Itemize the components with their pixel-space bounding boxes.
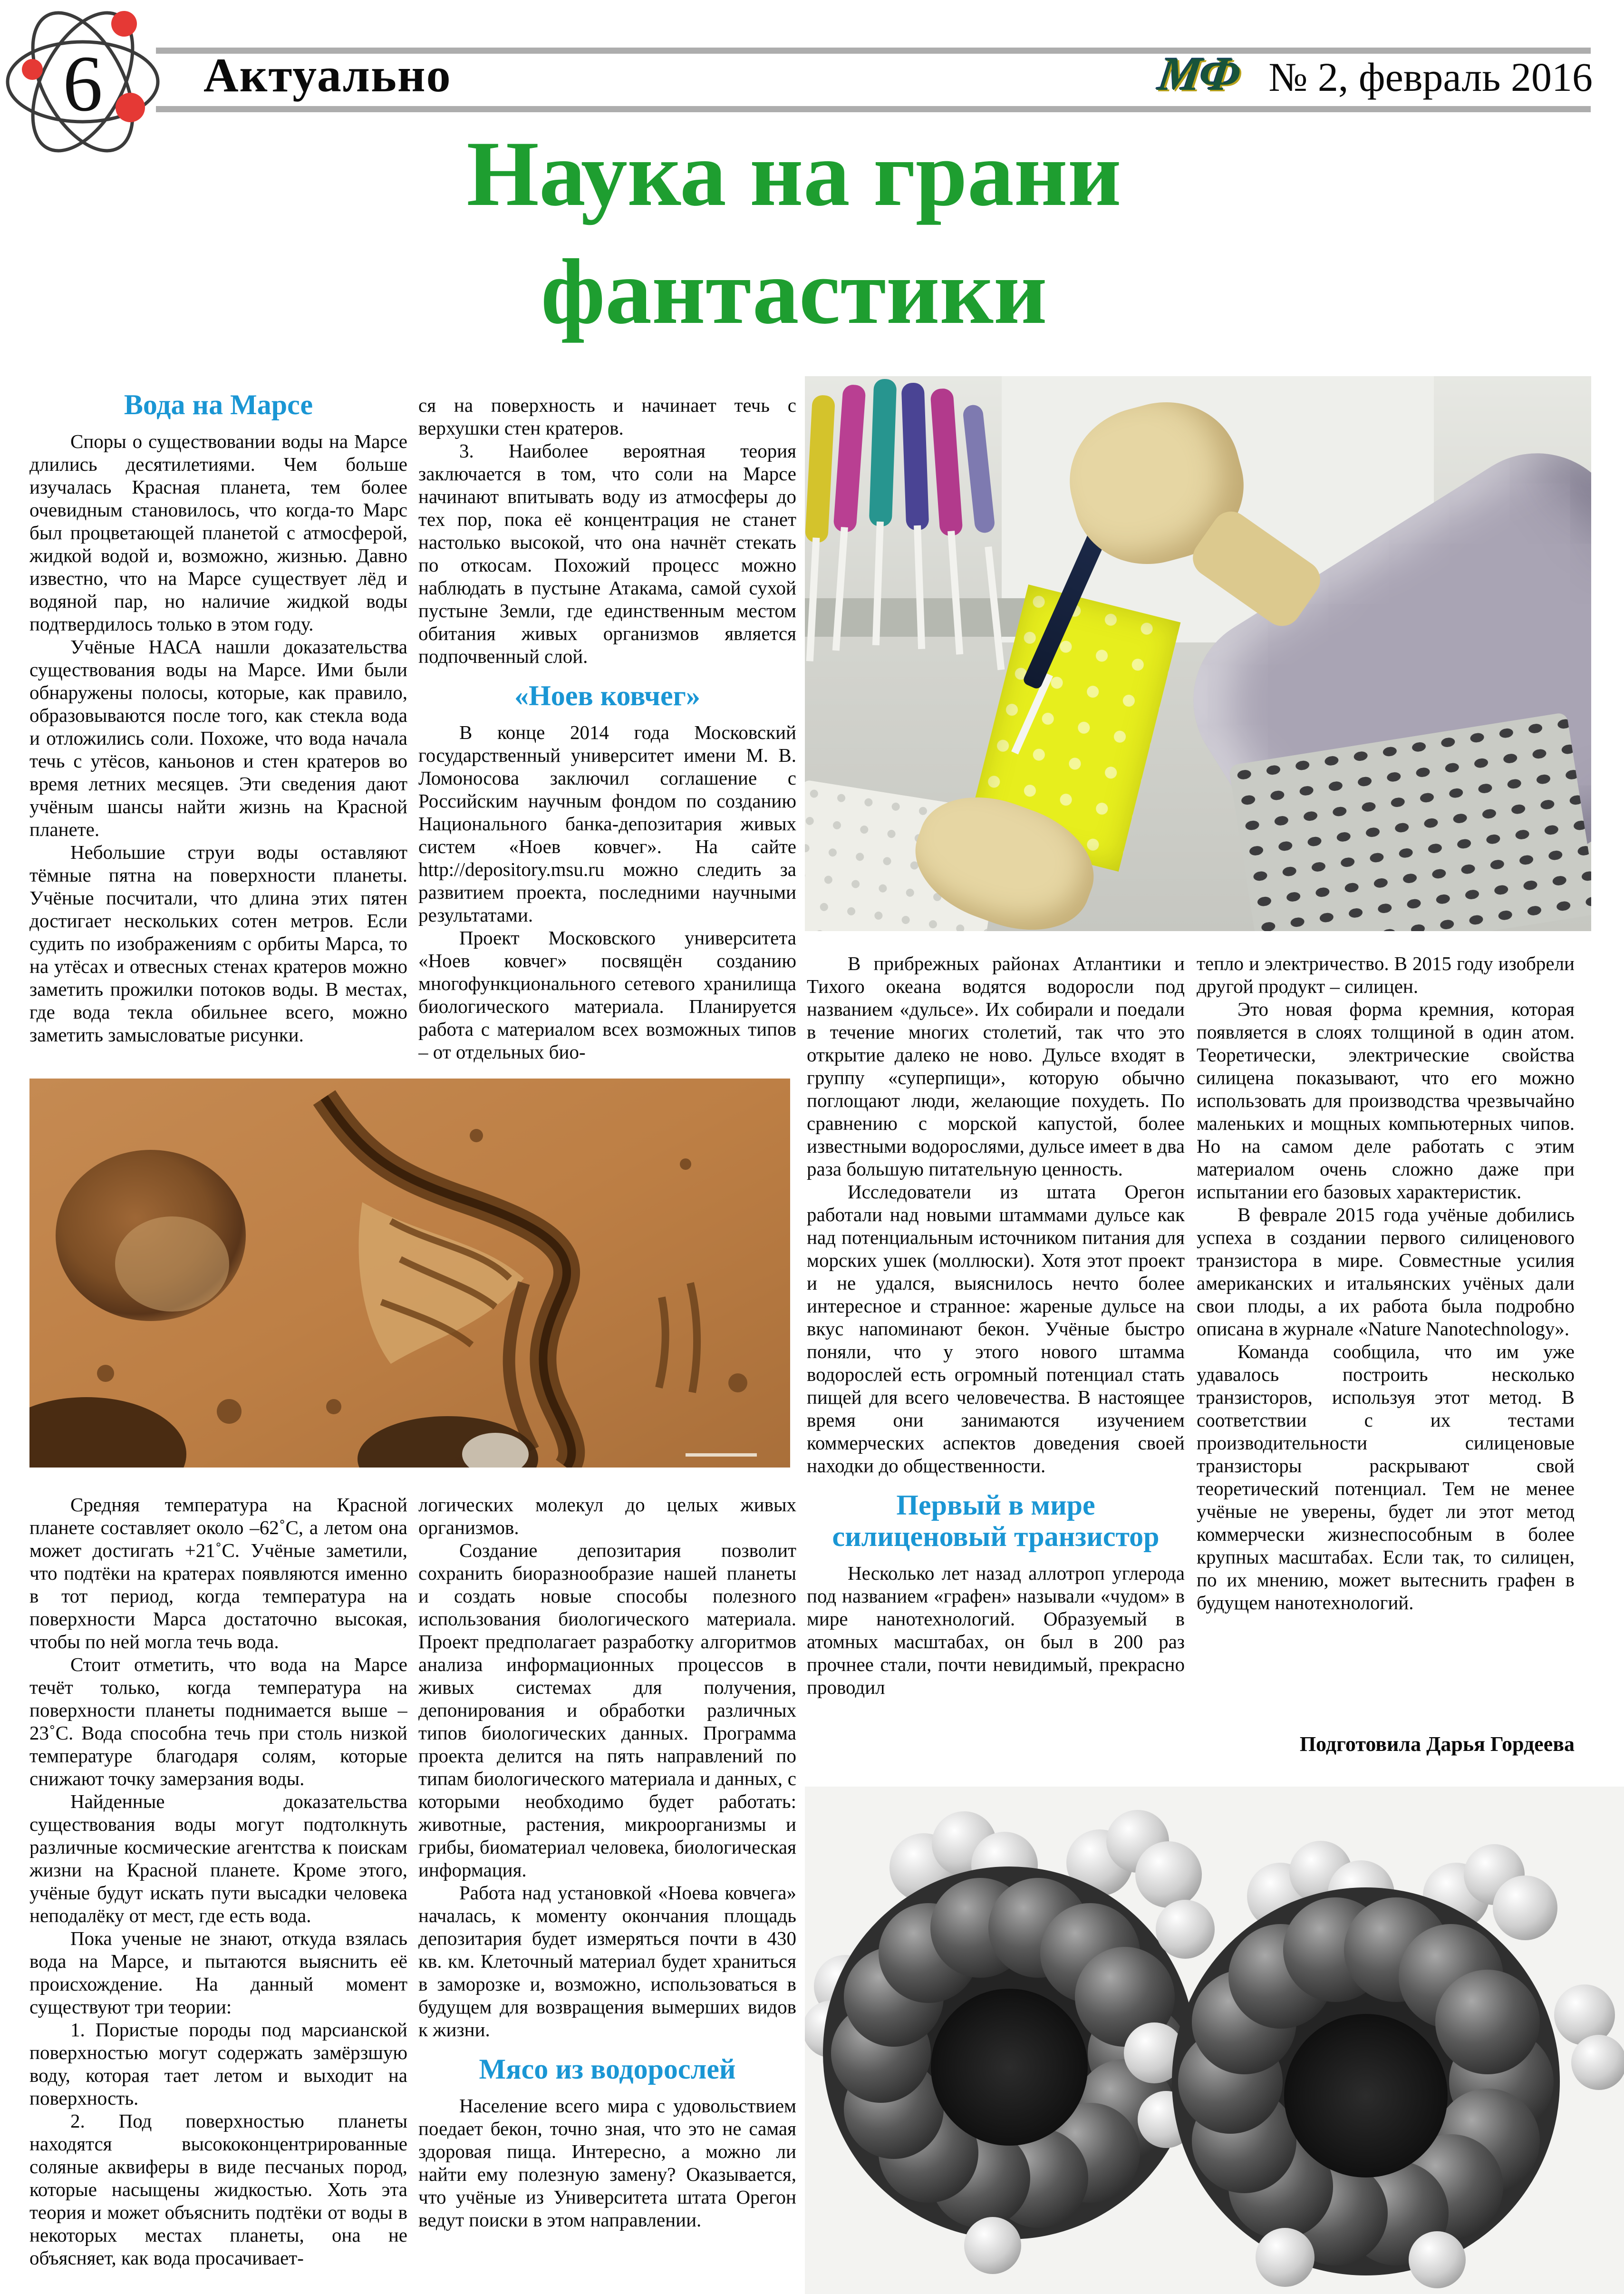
- pipette-icon: [805, 395, 835, 543]
- paragraph: Несколько лет назад аллотроп углерода под названием «графен» называли «чудом» в мире нанотехнологий. Образуемый в атомных масштабах, он был в 200 раз прочнее стали, почти невидимый, прекрасно проводил: [807, 1562, 1185, 1698]
- nanotube-molecule-graphic: [805, 1787, 1624, 2294]
- article-title: [0, 115, 1588, 351]
- pipette-icon: [833, 384, 866, 533]
- paragraph: 1. Пористые породы под марсианской поверхностью могут содержать замёрзшую воду, которая тает летом и выходит на поверхность.: [29, 2019, 407, 2109]
- column-3: [807, 952, 1185, 1783]
- paragraph: Проект Московского университета «Ноев ковчег» посвящён созданию многофункционального сетевого хранилища биологического материала. Планируется работа с материалом всех возможных типов – от отдельных био-: [418, 927, 796, 1063]
- paragraph: Стоит отметить, что вода на Марсе течёт только, когда температура на поверхности планеты поднимается выше –23˚С. Вода способна течь при столь низкой температуре благодаря солям, которые снижают точку замерзания воды.: [29, 1653, 407, 1789]
- mf-masthead-logo: МФ: [1155, 48, 1245, 100]
- paragraph: 2. Под поверхностью планеты находятся высококонцентрированные соляные аквиферы в виде песчаных пород, которые насыщены жидкостью. Хоть эта теория и может объяснить подтёки от воды в некоторых местах планеты, она не объясняет, как вода просачивает-: [29, 2110, 407, 2269]
- paragraph: В прибрежных районах Атлантики и Тихого океана водятся водоросли под названием «дульсе». Их собирали и поедали в течение многих столетий, так что это открытие далеко не ново. Дульсе входят в группу «суперпищи», которую обычно поглощают люди, желающие похудеть. По сравнению с морской капустой, более известными водорослями, дульсе имеет в два раза большую питательную ценность.: [807, 953, 1185, 1180]
- paragraph: Пока ученые не знают, откуда взялась вода на Марсе, и пытаются выяснить её происхождение. На данный момент существуют три теории:: [29, 1927, 407, 2018]
- article-title-line2: фантастики: [541, 240, 1047, 343]
- pipette-icon: [930, 388, 963, 537]
- mars-surface-photo: [29, 1079, 790, 1468]
- molecule-render-image: [805, 1787, 1624, 2294]
- pipette-icon: [869, 379, 897, 526]
- paragraph: Это новая форма кремния, которая появляется в слоях толщиной в один атом. Теоретически, электрические свойства силицена показывают, что его можно использовать для производства чрезвычайно маленьких и мощных компьютерных чипов. Но на самом деле работать с этим материалом очень сложно даже при испытании его базовых характеристик.: [1197, 998, 1575, 1203]
- issue-date: № 2, февраль 2016: [1268, 54, 1593, 100]
- paragraph: логических молекул до целых живых организмов.: [418, 1494, 796, 1538]
- subheading-noahs-ark: «Ноев ковчег»: [514, 680, 700, 711]
- pipette-icon: [901, 382, 929, 530]
- paragraph: В феврале 2015 года учёные добились успеха в создании первого силиценового транзистора в мире. Совместные усилия американских и итальянских учёных дали свои плоды, а их работа была подробно описана в журнале «Nature Nanotechnology».: [1197, 1204, 1575, 1340]
- subheading-silicene-transistor: Первый в мире силиценовый транзистор: [832, 1489, 1160, 1552]
- byline: Подготовила Дарья Гордеева: [1299, 1732, 1575, 1756]
- pipette-icon: [962, 404, 996, 534]
- paragraph: Команда сообщила, что им уже удавалось построить несколько транзисторов, используя этот метод. В соответствии с их тестами производительности силиценовые транзисторы раскрывают свой теоретический потенциал. Тем не менее учёные не уверены, будет ли этот метод коммерчески жизнеспособным в более крупных масштабах. Если так, то силицен, по их мнению, может вытеснить графен в будущем нанотехнологий.: [1197, 1341, 1575, 1614]
- paragraph: Найденные доказательства существования воды могут подтолкнуть различные космические агентства к поискам жизни на Красной планете. Кроме этого, учёные будут искать пути высадки человека неподалёку от мест, где есть вода.: [29, 1790, 407, 1926]
- column-1-top: [29, 389, 407, 1079]
- lab-pipetting-photo: [805, 376, 1591, 931]
- paragraph: Средняя температура на Красной планете составляет около –62˚С, а летом она может достигать +21˚С. Учёные заметили, что подтёки на кратерах появляются именно в тот период, когда температура на поверхности Марса достаточно высокая, чтобы по ней могла течь вода.: [29, 1494, 407, 1652]
- column-2-bottom: [418, 1493, 796, 2286]
- subheading-meat-from-algae: Мясо из водорослей: [479, 2053, 736, 2085]
- paragraph: Небольшие струи воды оставляют тёмные пятна на поверхности планеты. Учёные посчитали, что длина этих пятен достигает нескольких сотен метров. Если судить по изображениям с орбиты Марса, то на утёсах и отвесных стенах кратеров можно заметить прожилки потоков воды. В местах, где вода текла обильнее всего, можно заметить замысловатые рисунки.: [29, 841, 407, 1046]
- paragraph: В конце 2014 года Московский государственный университет имени М. В. Ломоносова заключил соглашение с Российским научным фондом по созданию Национального банка-депозитария живых систем «Ноев ковчег». На сайте http://depository.msu.ru можно следить за развитием проекта, последними научными результатами.: [418, 721, 796, 926]
- article-title-line1: Наука на грани: [466, 122, 1121, 225]
- section-title: Актуально: [203, 49, 452, 102]
- paragraph: Исследователи из штата Орегон работали над новыми штаммами дульсе как над потенциальным источником питания для морских ушек (моллюски). Хотя этот проект и не удался, выяснилось нечто более интересное и странное: жареные дульсе на вкус напоминают бекон. Учёные быстро поняли, что у этого нового штамма водорослей есть огромный потенциал стать пищей для всего человечества. В настоящее время они занимаются изучением коммерческих аспектов доведения своей находки до общественности.: [807, 1181, 1185, 1477]
- paragraph: Население всего мира с удовольствием поедает бекон, точно зная, что это не самая здоровая пища. Интересно, а можно ли найти ему полезную замену? Оказывается, что учёные из Университета штата Орегон ведут поиски в этом направлении.: [418, 2095, 796, 2231]
- paragraph: тепло и электричество. В 2015 году изобрели другой продукт – силицен.: [1197, 953, 1575, 997]
- paragraph: 3. Наиболее вероятная теория заключается в том, что соли на Марсе начинают впитывать воду из атмосферы до тех пор, пока её концентрация не станет настолько высокой, что она начнёт стекать по откосам. Похожий процесс можно наблюдать в пустыне Атакама, самой сухой пустыне Земли, где единственным местом обитания живых организмов является подпочвенный слой.: [418, 440, 796, 667]
- paragraph: Учёные НАСА нашли доказательства существования воды на Марсе. Ими были обнаружены полосы, которые, как правило, образовываются после того, как стекла вода и отложились соли. Похоже, что вода начала течь с утёсов, каньонов и стен кратеров во время летних месяцев. Эти сведения дают учёным шансы найти жизнь на Красной планете.: [29, 636, 407, 840]
- mars-surface-graphic: [29, 1079, 790, 1468]
- column-1-bottom: [29, 1493, 407, 2286]
- page-number: 6: [63, 39, 103, 128]
- paragraph: Создание депозитария позволит сохранить биоразнообразие нашей планеты и создать новые способы полезного использования биологического материала. Проект предполагает разработку алгоритмов анализа информационных процессов в живых системах для получения, депонирования и обработки различных типов биологических данных. Программа проекта делится на пять направлений по типам биологического материала и данных, с которыми необходимо будет работать: животные, растения, микроорганизмы и грибы, биоматериал человека, биологическая информация.: [418, 1539, 796, 1881]
- header-rule-bottom: [156, 106, 1591, 112]
- paragraph: Споры о существовании воды на Марсе длились десятилетиями. Чем больше изучалась Красная планета, тем более очевидным становилось, что когда-то Марс был процветающей планетой с атмосферой, жидкой водой и, возможно, жизнью. Давно известно, что на Марсе существует лёд и водяной пар, но наличие жидкой воды подтвердилось только в этом году.: [29, 430, 407, 635]
- paragraph: Работа над установкой «Ноева ковчега» началась, к моменту окончания площадь депозитария будет измеряться почти в 430 кв. км. Клеточный материал будет храниться в заморозке и, возможно, использоваться в будущем для возвращения вымерших видов к жизни.: [418, 1882, 796, 2041]
- column-2-top: [418, 394, 796, 1079]
- subheading-water-on-mars: Вода на Марсе: [124, 389, 313, 420]
- paragraph: ся на поверхность и начинает течь с верхушки стен кратеров.: [418, 394, 796, 439]
- column-4: [1197, 952, 1575, 1725]
